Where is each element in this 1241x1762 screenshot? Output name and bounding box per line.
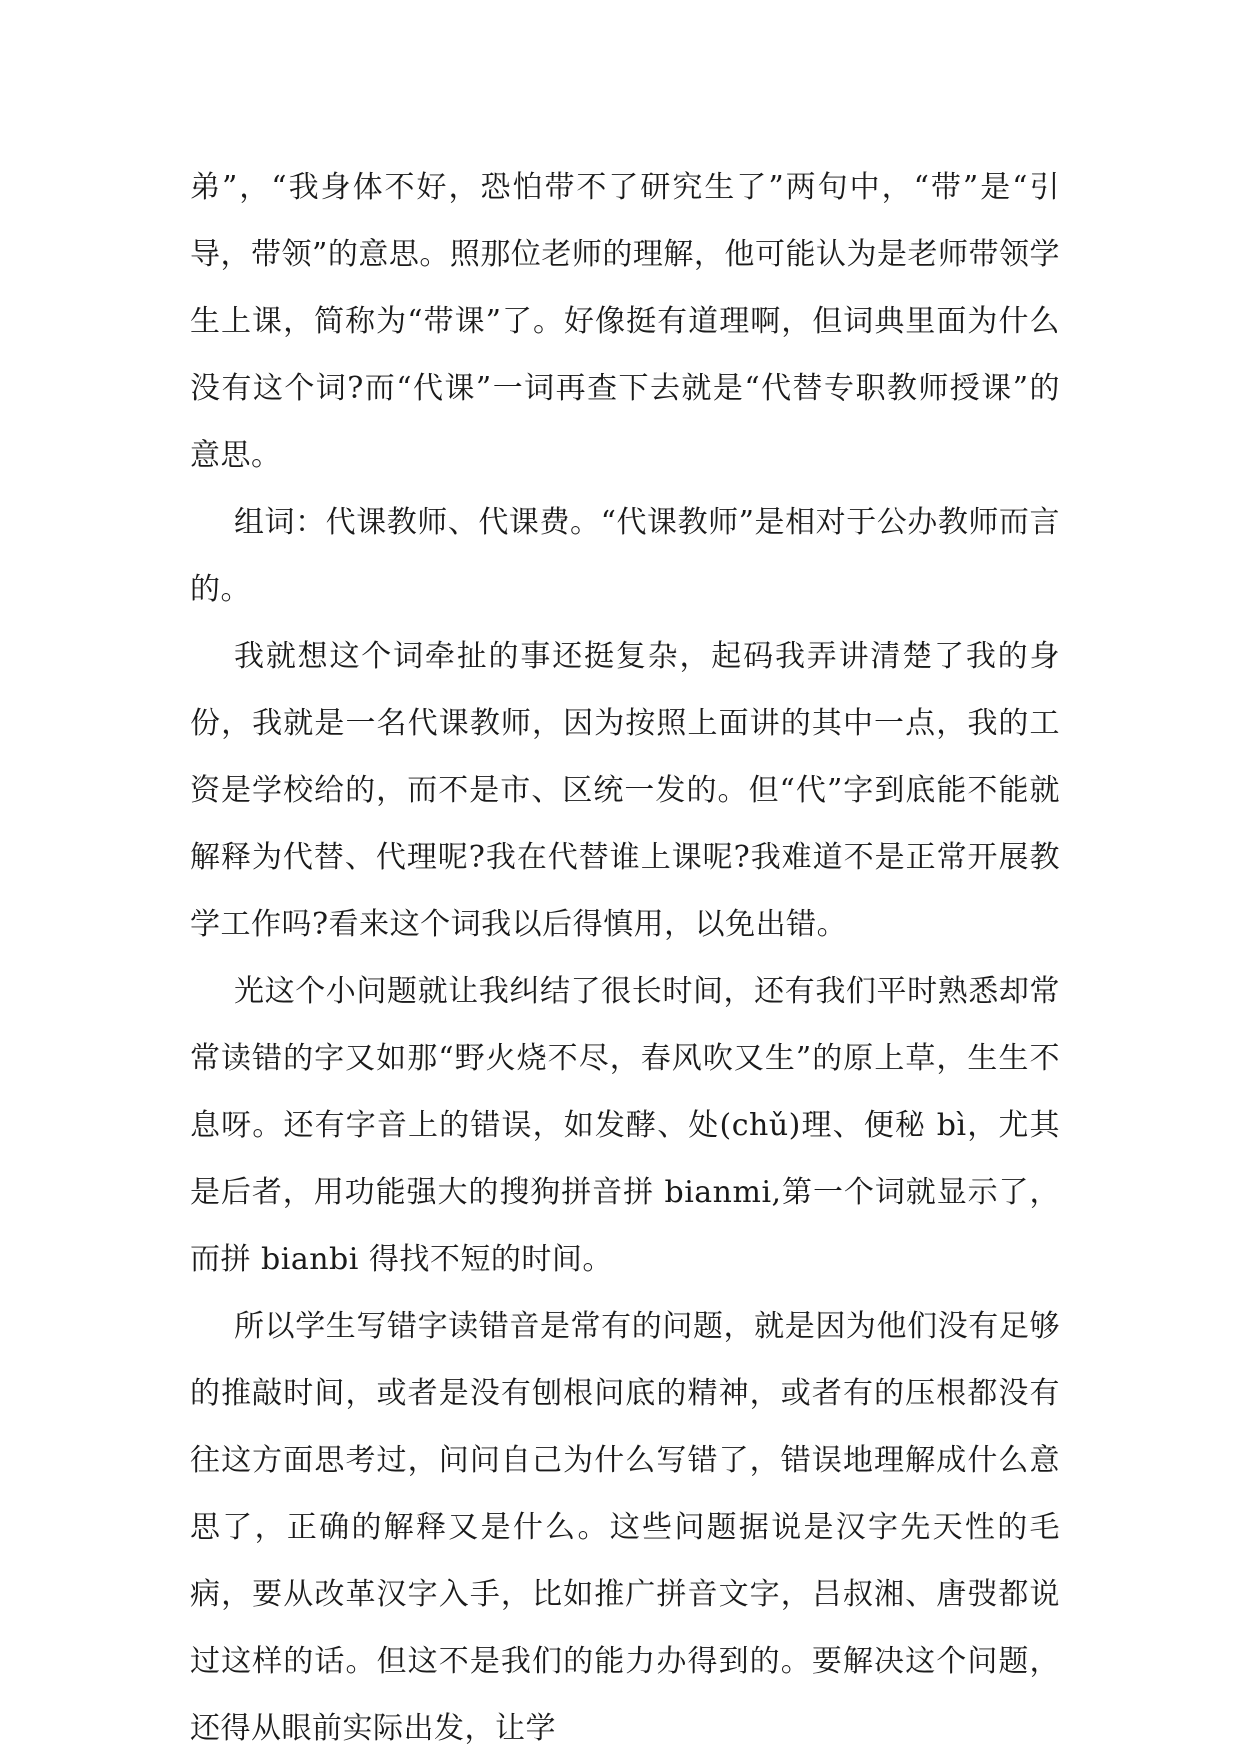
paragraph-student-errors: 所以学生写错字读错音是常有的问题，就是因为他们没有足够的推敲时间，或者是没有刨根问底的精神，或者有的压根都没有往这方面思考过，问问自己为什么写错了，错误地理解成什么意思了，正确的解释又是什么。这些问题据说是汉字先天性的毛病，要从改革汉字入手，比如推广拼音文字，吕叔湘、唐弢都说过这样的话。但这不是我们的能力办得到的。要解决这个问题，还得从眼前实际出发，让学 [190, 1309, 1060, 1746]
paragraph-identity: 我就想这个词牵扯的事还挺复杂，起码我弄讲清楚了我的身份，我就是一名代课教师，因为按照上面讲的其中一点，我的工资是学校给的，而不是市、区统一发的。但“代”字到底能不能就解释为代替、代理呢?我在代替谁上课呢?我难道不是正常开展教学工作吗?看来这个词我以后得慎用，以免出错。 [190, 639, 1060, 942]
paragraph-word-formation: 组词：代课教师、代课费。“代课教师”是相对于公办教师而言的。 [190, 505, 1060, 607]
body-text [190, 154, 1060, 1762]
paragraph-continuation: 弟”，“我身体不好，恐怕带不了研究生了”两句中，“带”是“引导，带领”的意思。照那位老师的理解，他可能认为是老师带领学生上课，简称为“带课”了。好像挺有道理啊，但词典里面为什么没有这个词?而“代课”一词再查下去就是“代替专职教师授课”的意思。 [190, 170, 1060, 473]
paragraph-misread-characters: 光这个小问题就让我纠结了很长时间，还有我们平时熟悉却常常读错的字又如那“野火烧不尽，春风吹又生”的原上草，生生不息呀。还有字音上的错误，如发酵、处(chǔ)理、便秘 bì，尤其是后者，用功能强大的搜狗拼音拼 bianmi,第一个词就显示了，而拼 bianbi 得找不短的时间。 [190, 974, 1060, 1277]
